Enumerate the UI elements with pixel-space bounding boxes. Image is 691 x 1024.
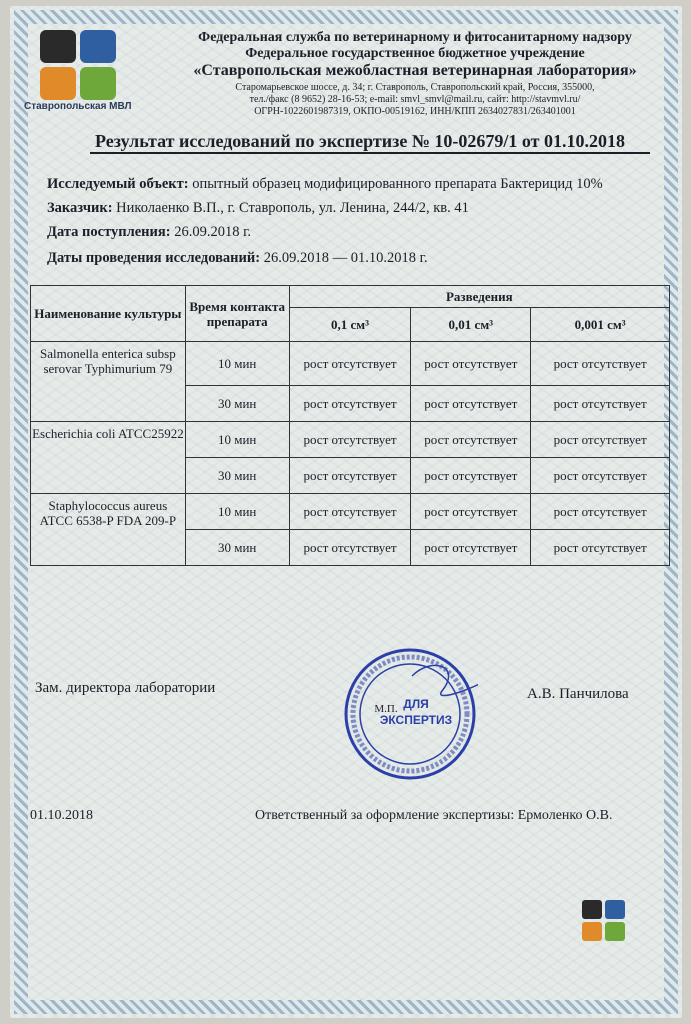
title-divider [90, 152, 650, 154]
org-line-3: «Ставропольская межобластная ветеринарная лаборатория» [193, 62, 637, 79]
time-cell: 10 мин [185, 422, 289, 458]
stamp-mp: М.П. [374, 703, 398, 715]
header-dilution: Разведения [289, 286, 669, 308]
header-dilution-3: 0,001 см³ [531, 308, 670, 342]
logo-caption: Ставропольская МВЛ [24, 101, 132, 112]
results-table [30, 285, 670, 566]
document-title: Результат исследований по экспертизе № 10-02679/1 от 01.10.2018 [94, 131, 626, 151]
time-cell: 30 мин [185, 386, 289, 422]
result-cell: рост отсутствует [531, 494, 670, 530]
result-cell: рост отсутствует [411, 494, 531, 530]
customer-label: Заказчик: [47, 200, 113, 216]
customer-value: Николаенко В.П., г. Ставрополь, ул. Ленина, 244/2, кв. 41 [112, 200, 469, 216]
result-cell: рост отсутствует [411, 530, 531, 566]
result-cell: рост отсутствует [289, 458, 411, 494]
result-cell: рост отсутствует [289, 530, 411, 566]
official-stamp [342, 646, 478, 782]
lab-logo [40, 30, 122, 106]
signer-position: Зам. директора лаборатории [35, 680, 216, 696]
logo-tile-icon [605, 922, 625, 941]
logo-tile-icon [80, 67, 116, 100]
signer-name: А.В. Панчилова [527, 686, 629, 702]
lab-mini-logo [582, 900, 626, 942]
header-dilution-1: 0,1 см³ [289, 308, 411, 342]
result-cell: рост отсутствует [289, 422, 411, 458]
address-codes: ОГРН-1022601987319, ОКПО-00519162, ИНН/КПП 2634027831/263401001 [254, 106, 576, 117]
table-row [31, 342, 670, 386]
period-label: Даты проведения исследований: [47, 250, 261, 266]
received-field [47, 224, 251, 241]
time-cell: 30 мин [185, 458, 289, 494]
footer-responsible: Ответственный за оформление экспертизы: Ермоленко О.В. [255, 808, 613, 823]
result-cell: рост отсутствует [289, 386, 411, 422]
table-row [31, 422, 670, 458]
header-dilution-2: 0,01 см³ [411, 308, 531, 342]
logo-tile-icon [80, 30, 116, 63]
result-cell: рост отсутствует [531, 458, 670, 494]
object-field [47, 176, 603, 193]
object-label: Исследуемый объект: [47, 176, 189, 192]
culture-cell: Escherichia coli ATCC25922 [31, 422, 186, 494]
stamp-text: ЭКСПЕРТИЗ [379, 713, 453, 727]
stamp-text: ДЛЯ [403, 697, 429, 711]
org-address [170, 82, 660, 118]
logo-tile-icon [40, 30, 76, 63]
result-cell: рост отсутствует [411, 422, 531, 458]
result-cell: рост отсутствует [411, 386, 531, 422]
object-value: опытный образец модифицированного препарата Бактерицид 10% [188, 176, 603, 192]
culture-cell: Salmonella enterica subsp serovar Typhimurium 79 [31, 342, 186, 422]
result-cell: рост отсутствует [531, 386, 670, 422]
logo-tile-icon [40, 67, 76, 100]
result-cell: рост отсутствует [289, 342, 411, 386]
result-cell: рост отсутствует [531, 530, 670, 566]
result-cell: рост отсутствует [531, 422, 670, 458]
time-cell: 10 мин [185, 342, 289, 386]
logo-tile-icon [582, 900, 602, 919]
period-value: 26.09.2018 — 01.10.2018 г. [260, 250, 428, 266]
result-cell: рост отсутствует [289, 494, 411, 530]
received-value: 26.09.2018 г. [170, 224, 251, 240]
received-label: Дата поступления: [47, 224, 171, 240]
time-cell: 30 мин [185, 530, 289, 566]
logo-tile-icon [605, 900, 625, 919]
culture-cell: Staphylococcus aureus ATCC 6538-P FDA 209-P [31, 494, 186, 566]
period-field [47, 250, 428, 267]
org-line-1: Федеральная служба по ветеринарному и фитосанитарному надзору [198, 30, 632, 45]
time-cell: 10 мин [185, 494, 289, 530]
logo-tile-icon [582, 922, 602, 941]
org-line-2: Федеральное государственное бюджетное учреждение [245, 46, 585, 61]
header-time: Время контакта препарата [185, 286, 289, 342]
result-cell: рост отсутствует [411, 342, 531, 386]
result-cell: рост отсутствует [411, 458, 531, 494]
address-line-1: Старомарьевское шоссе, д. 34; г. Ставрополь, Ставропольский край, Россия, 355000, [235, 82, 595, 93]
result-cell: рост отсутствует [531, 342, 670, 386]
footer-date: 01.10.2018 [30, 808, 93, 823]
customer-field [47, 200, 469, 217]
address-line-2: тел./факс (8 9652) 28-16-53; e-mail: smvl_smvl@mail.ru, сайт: http://stavmvl.ru/ [249, 94, 581, 105]
table-row [31, 494, 670, 530]
header-culture: Наименование культуры [31, 286, 186, 342]
